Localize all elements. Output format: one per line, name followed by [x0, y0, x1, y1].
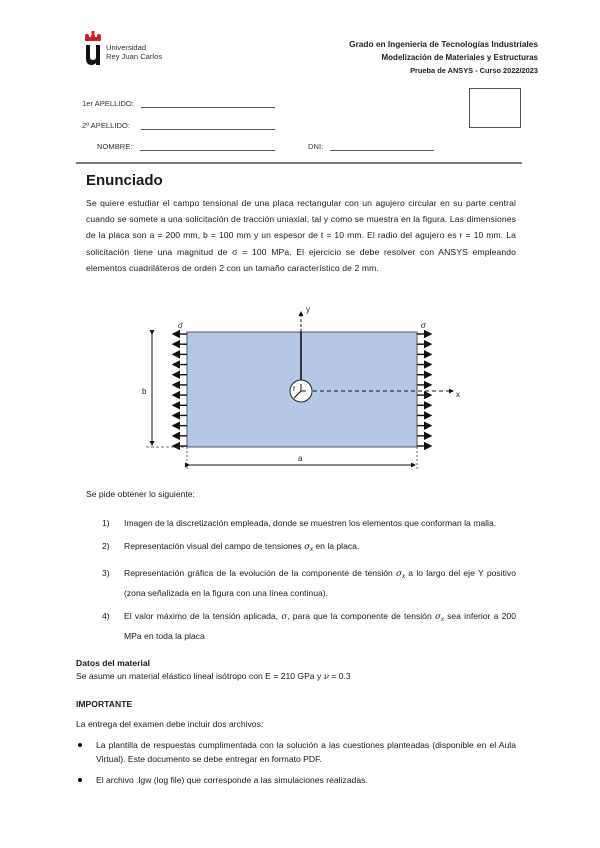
- sigma-right-label: σ: [421, 321, 426, 330]
- delivery-list: [78, 738, 516, 794]
- delivery-intro: La entrega del examen debe incluir dos archivos:: [76, 719, 264, 729]
- bullet-icon: [78, 743, 82, 747]
- crown-icon: [84, 31, 102, 65]
- university-logo: [84, 31, 102, 65]
- task-text: a lo largo del eje Y positivo (zona señalizada en la figura con una línea continua).: [124, 568, 516, 598]
- bullet-icon: [78, 778, 82, 782]
- task-text: Imagen de la discretización empleada, donde se muestren los elementos que conforman la malla.: [124, 518, 497, 528]
- material-text-pre: Se asume un material elástico lineal isótropo con E = 210 GPa y: [76, 671, 324, 681]
- sigma-symbol: σ: [396, 569, 402, 579]
- delivery-item-text: El archivo .lgw (log file) que corresponde a las simulaciones realizadas.: [96, 775, 368, 785]
- dni-label: DNI:: [308, 142, 324, 151]
- exam-name: Prueba de ANSYS - Curso 2022/2023: [410, 66, 538, 75]
- a-dimension-label: a: [298, 454, 303, 463]
- plate-figure: [140, 298, 470, 478]
- task-text: Representación gráfica de la evolución de la componente de tensión: [124, 568, 397, 578]
- sigma-symbol: σ: [434, 612, 441, 622]
- material-text: [76, 670, 351, 684]
- task-item-2: [102, 538, 516, 558]
- radius-label: r: [293, 384, 296, 393]
- degree-name: Grado en Ingeniería de Tecnologías Industriales: [349, 39, 538, 49]
- material-section: [76, 657, 351, 684]
- left-traction-arrows: [173, 334, 187, 446]
- apellido2-field[interactable]: [141, 129, 275, 130]
- tasks-intro: Se pide obtener lo siguiente:: [86, 489, 195, 499]
- section-title-enunciado: Enunciado: [86, 172, 163, 189]
- subscript: x: [309, 547, 313, 553]
- task-item-3: [102, 565, 516, 601]
- nombre-field[interactable]: [140, 150, 275, 151]
- apellido2-label: 2º APELLIDO:: [82, 121, 130, 130]
- task-item-1: [102, 515, 516, 531]
- header-divider: [76, 162, 522, 164]
- task-number: 2): [102, 541, 110, 551]
- course-name: Modelización de Materiales y Estructuras: [381, 53, 538, 62]
- university-line1: Universidad: [106, 43, 147, 52]
- task-text: en la placa.: [312, 541, 360, 551]
- x-axis-label: x: [456, 390, 460, 399]
- sigma-symbol: σ: [304, 542, 310, 552]
- task-number: 1): [102, 518, 110, 528]
- university-name: [106, 43, 162, 61]
- right-traction-arrows: [417, 334, 431, 446]
- delivery-item-text: La plantilla de respuestas cumplimentada con la solución a las cuestiones planteadas (disponible en el Aula Virtual). Este documento se debe entregar en formato PDF.: [96, 740, 516, 764]
- dni-field[interactable]: [330, 150, 434, 151]
- task-text: sea inferior a 200 MPa en toda la placa: [124, 611, 516, 641]
- nu-symbol: ν: [323, 672, 329, 682]
- subscript: x: [401, 574, 405, 580]
- apellido1-label: 1er APELLIDO:: [82, 99, 134, 108]
- material-text-post: = 0.3: [328, 671, 351, 681]
- task-text: El valor máximo de la tensión aplicada,: [124, 611, 282, 621]
- apellido1-field[interactable]: [141, 107, 275, 108]
- b-dimension-label: b: [142, 387, 147, 396]
- statement-paragraph: Se quiere estudiar el campo tensional de una placa rectangular con un agujero circular en su parte central cuando se somete a una solicitación de tracción uniaxial, tal y como se muestra en la figura. Las dimensiones de la placa son a = 200 mm, b = 100 mm y un espesor de t = 10 mm. El radio del agujero es r = 10 mm. La solicitación tiene una magnitud de σ = 100 MPa. El ejercicio se debe resolver con ANSYS empleando elementos cuadriláteros de orden 2 con un tamaño característico de 2 mm.: [86, 198, 516, 273]
- exam-header: [349, 38, 538, 77]
- delivery-item: [78, 773, 516, 787]
- subscript: x: [440, 617, 444, 623]
- sigma-left-label: σ: [178, 321, 183, 330]
- nombre-label: NOMBRE:: [97, 142, 133, 151]
- grade-box[interactable]: [469, 88, 521, 128]
- task-number: 4): [102, 611, 110, 621]
- university-line2: Rey Juan Carlos: [106, 52, 163, 61]
- sigma-symbol: σ: [281, 612, 288, 622]
- task-text: , para que la componente de tensión: [287, 611, 435, 621]
- y-axis-label: y: [306, 305, 310, 314]
- material-title: Datos del material: [76, 658, 151, 668]
- delivery-item: [78, 738, 516, 766]
- tasks-list: [102, 515, 516, 651]
- task-number: 3): [102, 568, 110, 578]
- important-title: IMPORTANTE: [76, 699, 133, 709]
- task-text: Representación visual del campo de tensiones: [124, 541, 305, 551]
- task-item-4: [102, 608, 516, 644]
